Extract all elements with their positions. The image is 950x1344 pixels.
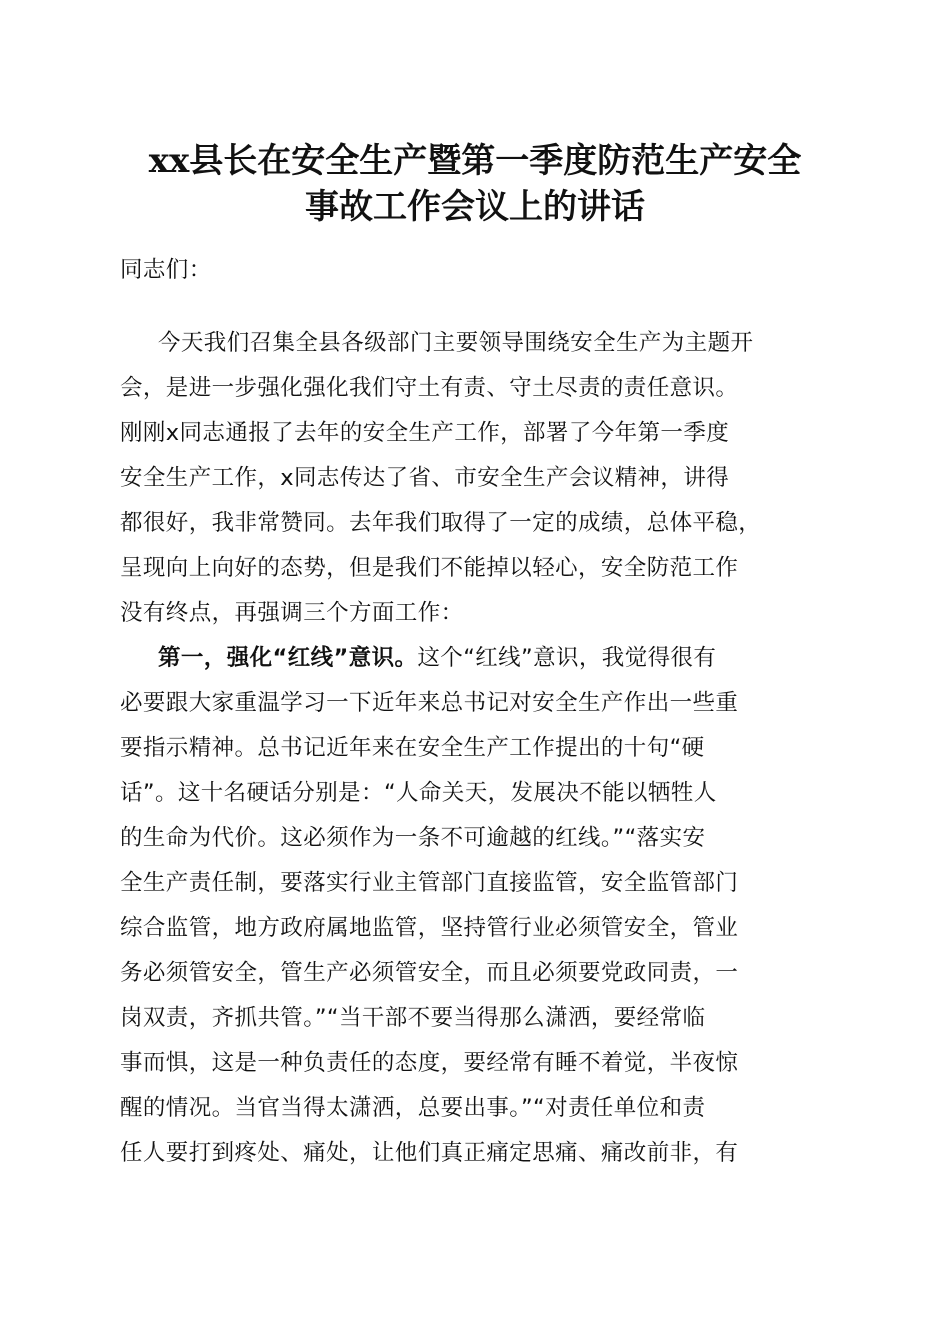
paragraph-2-first-line-text: 这个“红线”意识，我觉得很有 xyxy=(417,645,717,671)
paragraph-1-line: 会，是进一步强化强化我们守土有责、守土尽责的责任意识。 xyxy=(120,375,739,401)
paragraph-2-line: 必要跟大家重温学习一下近年来总书记对安全生产作出一些重 xyxy=(120,690,739,716)
paragraph-2-line: 醒的情况。当官当得太潇洒，总要出事。”“对责任单位和责 xyxy=(120,1095,706,1121)
paragraph-1-line: 刚刚x同志通报了去年的安全生产工作，部署了今年第一季度 xyxy=(120,420,730,446)
salutation: 同志们： xyxy=(120,257,212,283)
paragraph-2-line: 事而惧，这是一种负责任的态度，要经常有睡不着觉，半夜惊 xyxy=(120,1050,739,1076)
paragraph-1-line: 安全生产工作，x同志传达了省、市安全生产会议精神，讲得 xyxy=(120,465,730,491)
paragraph-2-line: 任人要打到疼处、痛处，让他们真正痛定思痛、痛改前非，有 xyxy=(120,1140,739,1166)
paragraph-1-line: 都很好，我非常赞同。去年我们取得了一定的成绩，总体平稳， xyxy=(120,510,762,536)
paragraph-2-line: 务必须管安全，管生产必须管安全，而且必须要党政同责，一 xyxy=(120,960,739,986)
paragraph-2-line: 的生命为代价。这必须作为一条不可逾越的红线。”“落实安 xyxy=(120,825,706,851)
paragraph-1-line: 今天我们召集全县各级部门主要领导围绕安全生产为主题开 xyxy=(158,330,754,356)
paragraph-2-line: 话”。这十名硬话分别是：“人命关天，发展决不能以牺牲人 xyxy=(120,780,717,806)
document-title-line-1: xx县长在安全生产暨第一季度防范生产安全 xyxy=(148,141,802,181)
paragraph-2-first-line xyxy=(158,643,830,673)
section-heading-first: 第一，强化“红线”意识。 xyxy=(158,645,418,671)
paragraph-2-line: 综合监管，地方政府属地监管，坚持管行业必须管安全，管业 xyxy=(120,915,739,941)
paragraph-2-line: 岗双责，齐抓共管。”“当干部不要当得那么潇洒，要经常临 xyxy=(120,1005,706,1031)
paragraph-1-line: 没有终点，再强调三个方面工作： xyxy=(120,600,464,626)
paragraph-1-line: 呈现向上向好的态势，但是我们不能掉以轻心，安全防范工作 xyxy=(120,555,739,581)
paragraph-2-line: 全生产责任制，要落实行业主管部门直接监管，安全监管部门 xyxy=(120,870,739,896)
paragraph-2-line: 要指示精神。总书记近年来在安全生产工作提出的十句“硬 xyxy=(120,735,705,761)
document-title-line-2: 事故工作会议上的讲话 xyxy=(305,187,645,227)
